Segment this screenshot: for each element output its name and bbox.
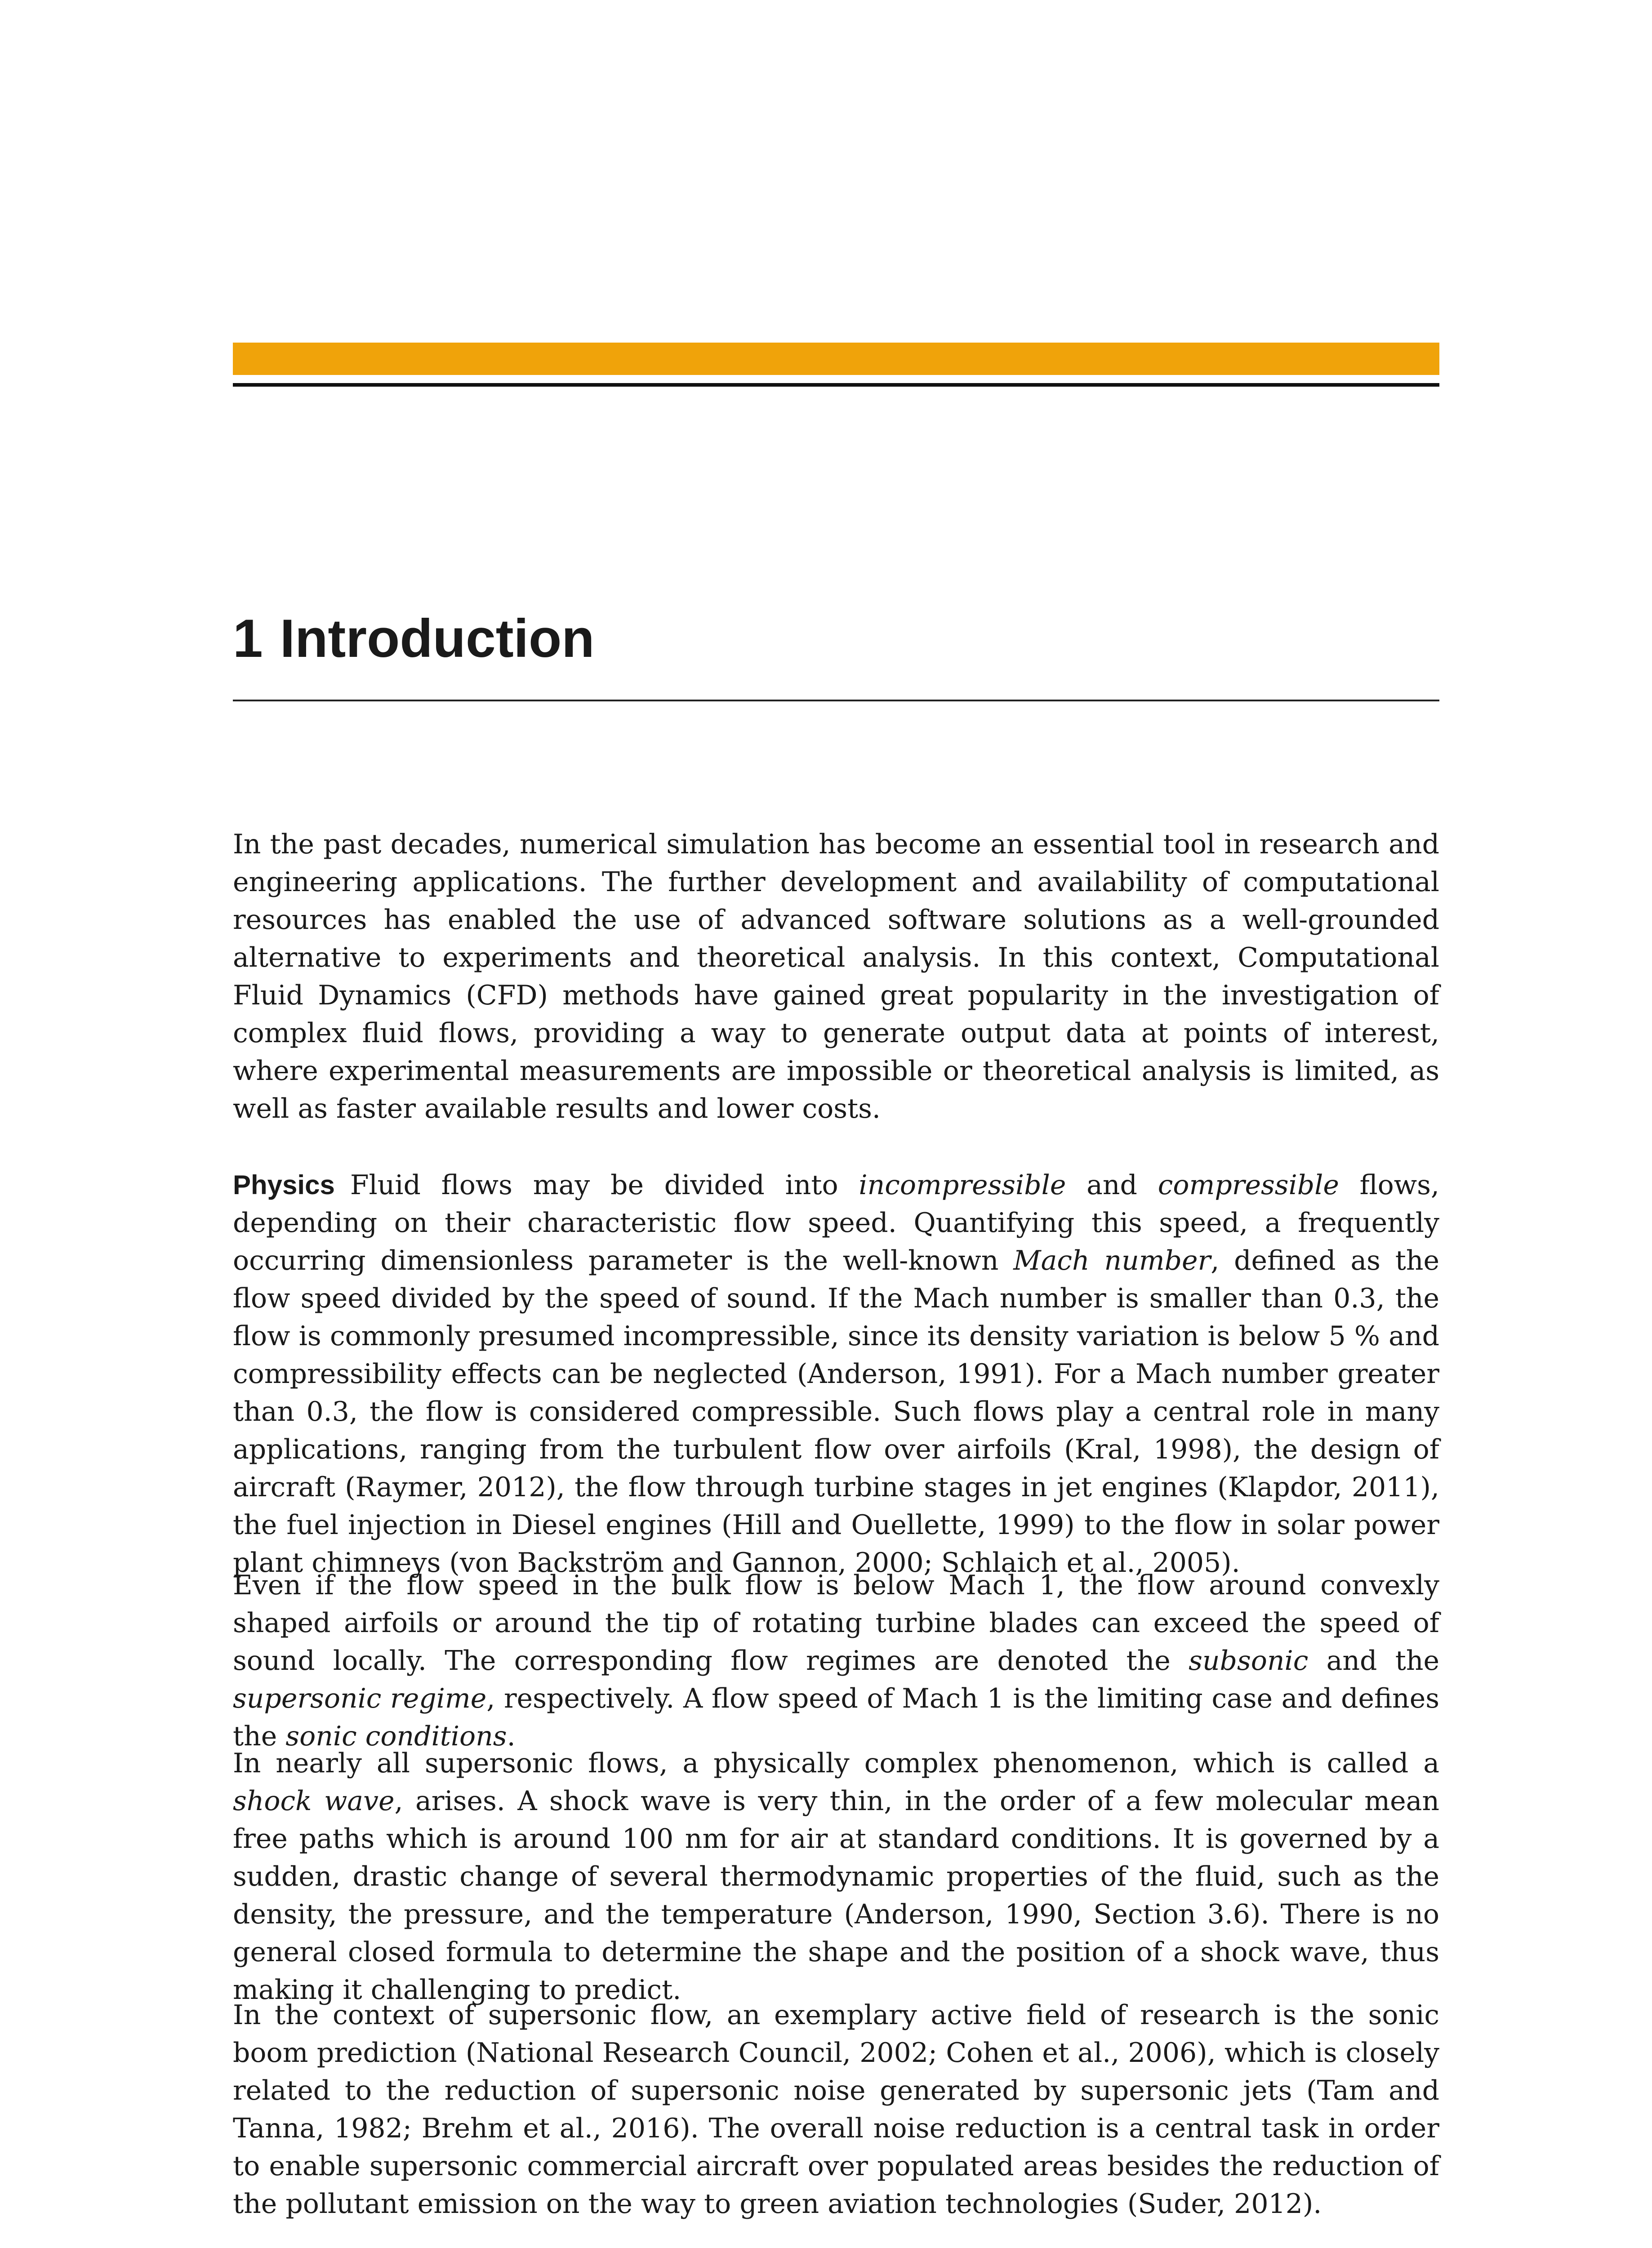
emphasis-term: Mach number <box>1013 1245 1211 1276</box>
text-run: . <box>507 1721 516 1752</box>
text-run: In nearly all supersonic flows, a physically complex phenomenon, which is called a <box>233 1748 1439 1779</box>
text-run: , arises. A shock wave is very thin, in the order of a few molecular mean free paths which is around 100 nm for air at standard conditions. It is governed by a sudden, drastic change of several thermodynamic properties of the fluid, such as the density, the pressure, and the temperature (Anderson, 1990, Section 3.6). There is no general closed formula to determine the shape and the position of a shock wave, thus making it challenging to predict. <box>233 1785 1440 2006</box>
mach-regime-paragraph <box>233 1566 1439 1755</box>
sonic-boom-paragraph: In the context of supersonic flow, an exemplary active field of research is the sonic boom prediction (National Research Council, 2002; Cohen et al., 2006), which is closely related to the reduction of supersonic noise generated by supersonic jets (Tam and Tanna, 1982; Brehm et al., 2016). The overall noise reduction is a central task in order to enable supersonic commercial aircraft over populated areas besides the reduction of the pollutant emission on the way to green aviation technologies (Suder, 2012). <box>233 1999 1439 2220</box>
physics-paragraph <box>233 1166 1439 1582</box>
emphasis-term: sonic conditions <box>285 1721 507 1752</box>
text-run: , defined as the flow speed divided by the speed of sound. If the Mach number is smaller than 0.3, the flow is commonly presumed incompressible, since its density variation is below 5 % and compressibility effects can be neglected (Anderson, 1991). For a Mach number greater than 0.3, the flow is considered compressible. Such flows play a central role in many applications, ranging from the turbulent flow over airfoils (Kral, 1998), the design of aircraft (Raymer, 2012), the flow through turbine stages in jet engines (Klapdor, 2011), the fuel injection in Diesel engines (Hill and Ouellette, 1999) to the flow in solar power plant chimneys (von Backström and Gannon, 2000; Schlaich et al., 2005). <box>233 1245 1439 1579</box>
text-run: flows, depending on their characteristic flow speed. Quantifying this speed, a frequently occurring dimensionless parameter is the well-known <box>233 1169 1440 1276</box>
emphasis-term: incompressible <box>859 1169 1066 1201</box>
text-run: and the <box>1308 1645 1439 1677</box>
intro-paragraph: In the past decades, numerical simulation has become an essential tool in research and engineering applications. The further development and availability of computational resources has enabled the use of advanced software solutions as a well-grounded alternative to experiments and theoretical analysis. In this context, Computational Fluid Dynamics (CFD) methods have gained great popularity in the investigation of complex fluid flows, providing a way to generate output data at points of interest, where experimental measurements are impossible or theoretical analysis is limited, as well as faster available results and lower costs. <box>233 829 1439 1124</box>
chapter-title <box>233 602 595 674</box>
chapter-top-rule <box>233 383 1439 387</box>
emphasis-term: compressible <box>1158 1169 1339 1201</box>
physics-paragraph-heading: Physics <box>233 1170 335 1200</box>
text-run: Fluid flows may be divided into <box>350 1169 859 1201</box>
emphasis-term: supersonic regime <box>233 1683 487 1714</box>
chapter-title-rule <box>233 700 1439 701</box>
text-run: Even if the flow speed in the bulk flow is below Mach 1, the flow around convexly shaped airfoils or around the tip of rotating turbine blades can exceed the speed of sound locally. The corresponding flow regimes are denoted the <box>233 1570 1439 1677</box>
chapter-number: 1 <box>233 608 263 669</box>
text-run: and <box>1066 1169 1158 1201</box>
chapter-title-text: Introduction <box>280 608 595 669</box>
text-run: , respectively. A flow speed of Mach 1 is the limiting case and defines the <box>233 1683 1439 1752</box>
emphasis-term: shock wave <box>233 1785 395 1817</box>
chapter-accent-bar <box>233 343 1439 375</box>
emphasis-term: subsonic <box>1189 1645 1309 1677</box>
shock-wave-paragraph <box>233 1744 1439 2009</box>
